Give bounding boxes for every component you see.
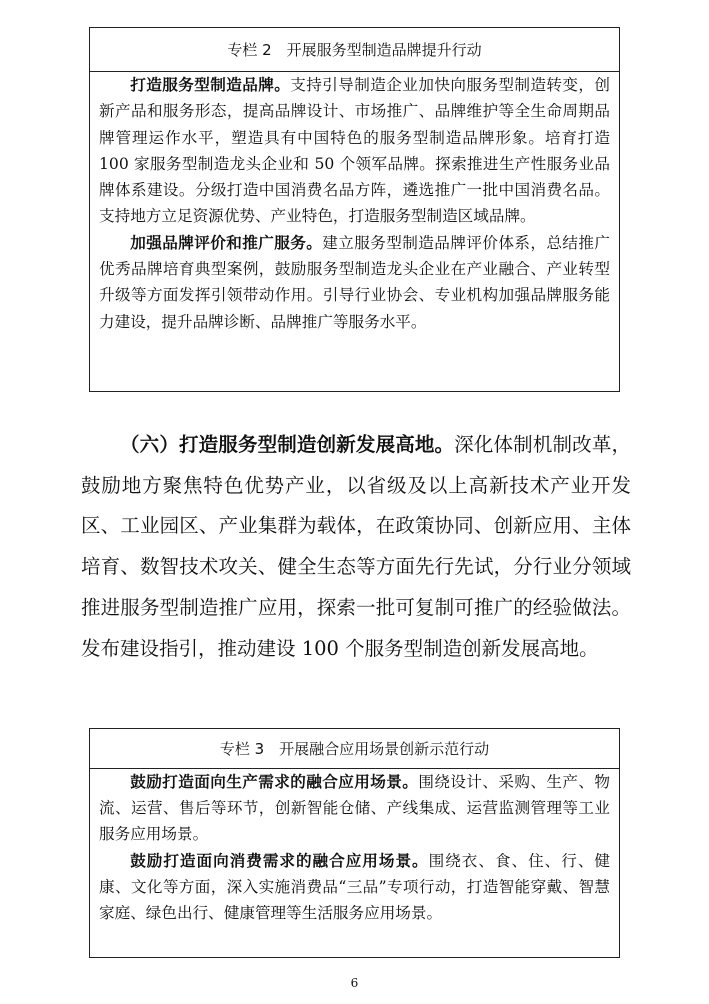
paragraph-text: 建立服务型制造品牌评价体系，总结推广优秀品牌培育典型案例，鼓励服务型制造龙头企业在产业融合、产业转型升级等方面发挥引领带动作用。引导行业协会、专业机构加强品牌服务能力建设，提升品牌诊断、品牌推广等服务水平。 [99, 233, 610, 331]
paragraph-lead: 鼓励打造面向消费需求的融合应用场景。 [130, 851, 429, 870]
column-box-3-body [90, 769, 619, 926]
column-box-3 [89, 728, 620, 958]
column-box-3-paragraph-1 [99, 769, 610, 848]
column-box-2-body [90, 72, 619, 335]
paragraph-text: 围绕设计、采购、生产、物流、运营、售后等环节，创新智能仓储、产线集成、运营监测管理等工业服务应用场景。 [99, 773, 610, 844]
page-number: 6 [350, 976, 359, 990]
column-box-3-paragraph-2 [99, 848, 610, 927]
column-box-3-title: 专栏 3 开展融合应用场景创新示范行动 [90, 729, 619, 769]
paragraph-text: 支持引导制造企业加快向服务型制造转变，创新产品和服务形态，提高品牌设计、市场推广、品牌维护等全生命周期品牌管理运作水平，塑造具有中国特色的服务型制造品牌形象。培育打造 100 家服务型制造龙头企业和 50 个领军品牌。探索推进生产性服务业品牌体系建设。分级打造中国消费名品方阵，遴选推广一批中国消费名品。支持地方立足资源优势、产业特色，打造服务型制造区域品牌。 [99, 76, 610, 226]
column-box-2 [89, 27, 620, 392]
section-6-paragraph [81, 425, 631, 669]
paragraph-lead: 打造服务型制造品牌。 [130, 76, 291, 94]
paragraph-lead: 加强品牌评价和推广服务。 [130, 233, 323, 252]
paragraph-lead: 鼓励打造面向生产需求的融合应用场景。 [130, 773, 419, 791]
column-box-2-paragraph-2 [99, 230, 610, 335]
section-6-heading: （六）打造服务型制造创新发展高地。 [120, 433, 455, 456]
section-6-text: 深化体制机制改革，鼓励地方聚焦特色优势产业，以省级及以上高新技术产业开发区、工业园区、产业集群为载体，在政策协同、创新应用、主体培育、数智技术攻关、健全生态等方面先行先试，分行业分领域推进服务型制造推广应用，探索一批可复制可推广的经验做法。发布建设指引，推动建设 100 个服务型制造创新发展高地。 [81, 433, 631, 660]
column-box-2-paragraph-1 [99, 72, 610, 230]
column-box-2-title: 专栏 2 开展服务型制造品牌提升行动 [90, 28, 619, 72]
paragraph-text: 围绕衣、食、住、行、健康、文化等方面，深入实施消费品“三品”专项行动，打造智能穿戴、智慧家庭、绿色出行、健康管理等生活服务应用场景。 [99, 851, 610, 923]
